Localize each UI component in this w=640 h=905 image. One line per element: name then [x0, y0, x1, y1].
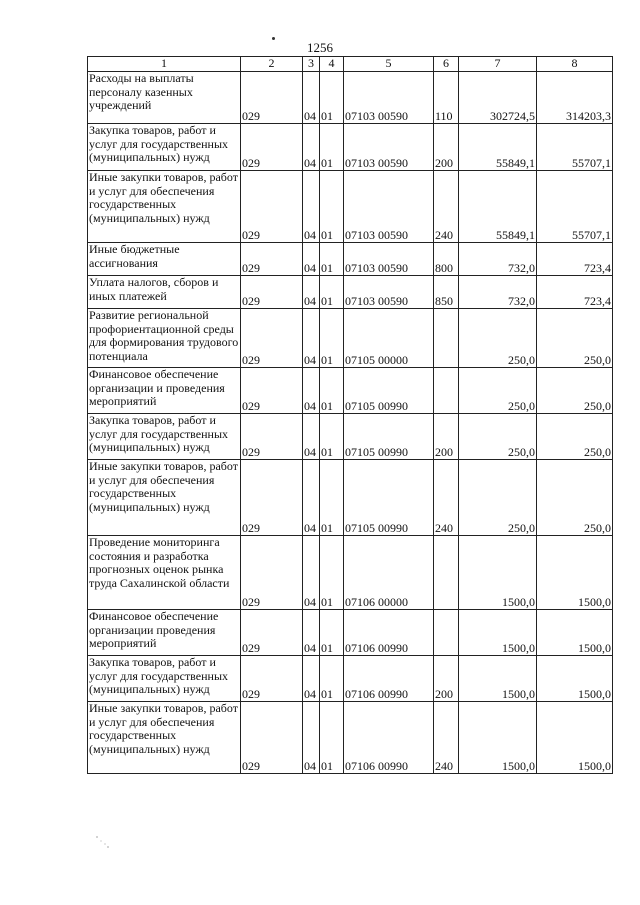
row-name: Проведение мониторинга состояния и разработка прогнозных оценок рынка труда Сахалинской области	[88, 536, 241, 610]
cell-section: 04	[303, 656, 320, 702]
cell-target-article: 07105 00990	[344, 368, 434, 414]
cell-section: 04	[303, 610, 320, 656]
cell-section: 04	[303, 414, 320, 460]
cell-amount-year2: 55707,1	[537, 171, 613, 243]
cell-section: 04	[303, 460, 320, 536]
cell-subsection: 01	[320, 171, 344, 243]
cell-subsection: 01	[320, 276, 344, 309]
row-name: Закупка товаров, работ и услуг для государственных (муниципальных) нужд	[88, 656, 241, 702]
cell-amount-year1: 1500,0	[459, 536, 537, 610]
cell-target-article: 07103 00590	[344, 124, 434, 171]
column-header: 5	[344, 57, 434, 72]
cell-gr: 029	[241, 536, 303, 610]
table-row	[88, 124, 613, 171]
table-body	[88, 72, 613, 774]
cell-target-article: 07106 00990	[344, 610, 434, 656]
cell-amount-year2: 723,4	[537, 243, 613, 276]
cell-section: 04	[303, 536, 320, 610]
cell-gr: 029	[241, 656, 303, 702]
cell-target-article: 07103 00590	[344, 72, 434, 124]
cell-expense-type: 200	[434, 656, 459, 702]
column-header: 1	[88, 57, 241, 72]
cell-gr: 029	[241, 72, 303, 124]
row-name: Финансовое обеспечение организации проведения мероприятий	[88, 610, 241, 656]
cell-amount-year1: 250,0	[459, 460, 537, 536]
cell-gr: 029	[241, 124, 303, 171]
cell-section: 04	[303, 171, 320, 243]
cell-target-article: 07105 00000	[344, 309, 434, 368]
cell-gr: 029	[241, 414, 303, 460]
cell-amount-year1: 250,0	[459, 368, 537, 414]
cell-amount-year2: 723,4	[537, 276, 613, 309]
cell-target-article: 07105 00990	[344, 414, 434, 460]
cell-target-article: 07106 00990	[344, 656, 434, 702]
table-row	[88, 368, 613, 414]
cell-target-article: 07103 00590	[344, 276, 434, 309]
cell-gr: 029	[241, 309, 303, 368]
header-row	[88, 57, 613, 72]
cell-subsection: 01	[320, 309, 344, 368]
cell-subsection: 01	[320, 702, 344, 774]
cell-amount-year1: 732,0	[459, 276, 537, 309]
cell-gr: 029	[241, 243, 303, 276]
row-name: Финансовое обеспечение организации и проведения мероприятий	[88, 368, 241, 414]
column-header: 2	[241, 57, 303, 72]
cell-section: 04	[303, 368, 320, 414]
table-row	[88, 702, 613, 774]
cell-section: 04	[303, 309, 320, 368]
cell-expense-type: 850	[434, 276, 459, 309]
table-row	[88, 309, 613, 368]
cell-target-article: 07105 00990	[344, 460, 434, 536]
row-name: Развитие региональной профориентационной среды для формирования трудового потенциала	[88, 309, 241, 368]
cell-target-article: 07103 00590	[344, 243, 434, 276]
column-header: 4	[320, 57, 344, 72]
cell-amount-year2: 1500,0	[537, 702, 613, 774]
row-name: Иные закупки товаров, работ и услуг для обеспечения государственных (муниципальных) нужд	[88, 460, 241, 536]
cell-amount-year2: 1500,0	[537, 536, 613, 610]
table-row	[88, 171, 613, 243]
row-name: Иные закупки товаров, работ и услуг для обеспечения государственных (муниципальных) нужд	[88, 702, 241, 774]
cell-expense-type: 800	[434, 243, 459, 276]
cell-expense-type: 200	[434, 124, 459, 171]
cell-amount-year2: 314203,3	[537, 72, 613, 124]
row-name: Закупка товаров, работ и услуг для государственных (муниципальных) нужд	[88, 414, 241, 460]
cell-gr: 029	[241, 171, 303, 243]
column-header: 3	[303, 57, 320, 72]
cell-target-article: 07106 00990	[344, 702, 434, 774]
cell-amount-year1: 1500,0	[459, 610, 537, 656]
table-row	[88, 610, 613, 656]
cell-expense-type: 240	[434, 460, 459, 536]
cell-expense-type	[434, 610, 459, 656]
cell-gr: 029	[241, 368, 303, 414]
cell-amount-year2: 1500,0	[537, 610, 613, 656]
table-row	[88, 536, 613, 610]
cell-section: 04	[303, 276, 320, 309]
cell-target-article: 07103 00590	[344, 171, 434, 243]
cell-subsection: 01	[320, 72, 344, 124]
cell-subsection: 01	[320, 368, 344, 414]
table-row	[88, 243, 613, 276]
cell-section: 04	[303, 72, 320, 124]
cell-gr: 029	[241, 460, 303, 536]
table-row	[88, 414, 613, 460]
cell-subsection: 01	[320, 124, 344, 171]
row-name: Иные закупки товаров, работ и услуг для обеспечения государственных (муниципальных) нужд	[88, 171, 241, 243]
cell-amount-year1: 1500,0	[459, 702, 537, 774]
cell-amount-year1: 55849,1	[459, 124, 537, 171]
table-row	[88, 72, 613, 124]
cell-expense-type: 240	[434, 171, 459, 243]
cell-expense-type: 240	[434, 702, 459, 774]
cell-expense-type	[434, 309, 459, 368]
cell-subsection: 01	[320, 414, 344, 460]
row-name: Расходы на выплаты персоналу казенных учреждений	[88, 72, 241, 124]
cell-gr: 029	[241, 702, 303, 774]
cell-expense-type	[434, 368, 459, 414]
cell-amount-year1: 250,0	[459, 414, 537, 460]
budget-table	[87, 56, 613, 774]
cell-amount-year2: 250,0	[537, 460, 613, 536]
cell-subsection: 01	[320, 656, 344, 702]
cell-amount-year1: 302724,5	[459, 72, 537, 124]
row-name: Уплата налогов, сборов и иных платежей	[88, 276, 241, 309]
cell-target-article: 07106 00000	[344, 536, 434, 610]
cell-subsection: 01	[320, 536, 344, 610]
cell-subsection: 01	[320, 610, 344, 656]
cell-amount-year2: 1500,0	[537, 656, 613, 702]
table-row	[88, 460, 613, 536]
cell-expense-type: 200	[434, 414, 459, 460]
cell-amount-year1: 55849,1	[459, 171, 537, 243]
cell-section: 04	[303, 702, 320, 774]
column-header: 6	[434, 57, 459, 72]
cell-amount-year2: 250,0	[537, 309, 613, 368]
cell-gr: 029	[241, 276, 303, 309]
cell-amount-year1: 732,0	[459, 243, 537, 276]
cell-section: 04	[303, 124, 320, 171]
row-name: Иные бюджетные ассигнования	[88, 243, 241, 276]
cell-section: 04	[303, 243, 320, 276]
table-row	[88, 656, 613, 702]
page-number: 1256	[307, 40, 333, 55]
row-name: Закупка товаров, работ и услуг для государственных (муниципальных) нужд	[88, 124, 241, 171]
cell-subsection: 01	[320, 243, 344, 276]
cell-amount-year1: 1500,0	[459, 656, 537, 702]
cell-amount-year2: 55707,1	[537, 124, 613, 171]
cell-amount-year2: 250,0	[537, 368, 613, 414]
scan-specks	[95, 835, 115, 849]
table-row	[88, 276, 613, 309]
cell-amount-year2: 250,0	[537, 414, 613, 460]
cell-gr: 029	[241, 610, 303, 656]
cell-expense-type: 110	[434, 72, 459, 124]
cell-subsection: 01	[320, 460, 344, 536]
cell-expense-type	[434, 536, 459, 610]
column-header: 7	[459, 57, 537, 72]
cell-amount-year1: 250,0	[459, 309, 537, 368]
column-header: 8	[537, 57, 613, 72]
